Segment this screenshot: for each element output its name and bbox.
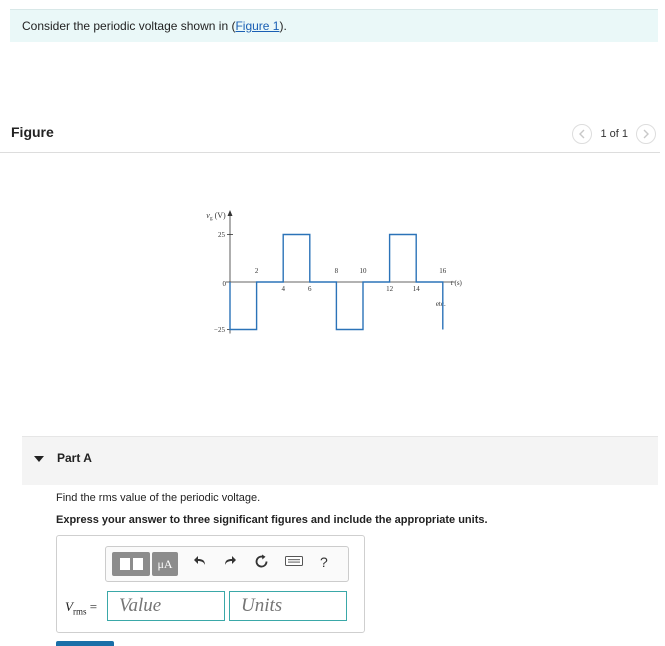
x-tick-label: 12: [386, 285, 394, 293]
answer-var: V: [65, 599, 73, 614]
submit-button[interactable]: [56, 641, 114, 646]
templates-button[interactable]: [112, 552, 150, 576]
value-input[interactable]: [107, 591, 225, 621]
answer-sub: rms: [72, 606, 87, 617]
x-tick-label: 14: [412, 285, 420, 293]
figure-header: [0, 118, 660, 153]
units-input[interactable]: [229, 591, 347, 621]
x-axis-label: t (s): [450, 279, 462, 287]
x-tick-label: 2: [254, 267, 259, 275]
template-box-icon: [120, 558, 130, 570]
question-text: Find the rms value of the periodic voltage.: [56, 492, 261, 504]
y-tick-label: −25: [214, 326, 225, 334]
template-box-icon: [133, 558, 143, 570]
next-figure-button[interactable]: [636, 124, 656, 144]
zero-label: 0: [222, 280, 226, 288]
prev-figure-button[interactable]: [572, 124, 592, 144]
x-tick-label: 16: [439, 267, 447, 275]
y-tick-label: 25: [218, 231, 225, 239]
keyboard-icon[interactable]: [284, 554, 304, 571]
collapse-triangle-icon[interactable]: [34, 456, 44, 462]
undo-icon[interactable]: [190, 554, 210, 572]
intro-banner: [10, 9, 658, 42]
y-axis-arrow: [228, 210, 233, 216]
figure-pager: [572, 124, 656, 144]
x-tick-label: 8: [334, 267, 339, 275]
x-tick-label: 4: [281, 285, 285, 293]
intro-text-after: ).: [279, 19, 287, 33]
pager-text: 1 of 1: [600, 128, 628, 140]
chevron-left-icon: [578, 129, 586, 139]
answer-label: [65, 599, 97, 617]
x-tick-label: 6: [308, 285, 312, 293]
keyboard-glyph-icon: [285, 555, 303, 567]
reset-circle-icon: [254, 554, 269, 569]
redo-arrow-icon: [223, 554, 237, 568]
figure-link[interactable]: Figure 1: [235, 19, 280, 33]
instructions-text: Express your answer to three significant figures and include the appropriate units.: [56, 514, 488, 526]
units-button[interactable]: μA: [152, 552, 178, 576]
redo-icon[interactable]: [220, 554, 240, 572]
y-axis-label: vg (V): [206, 211, 226, 222]
chevron-right-icon: [642, 129, 650, 139]
x-tick-label: 10: [359, 267, 367, 275]
part-a-header[interactable]: [22, 436, 658, 485]
intro-text-before: Consider the periodic voltage shown in (: [22, 19, 236, 33]
math-toolbar: [105, 546, 349, 582]
help-button[interactable]: ?: [320, 554, 328, 570]
figure-title: Figure: [11, 124, 54, 140]
voltage-chart: [190, 202, 490, 342]
answer-eq: =: [89, 599, 98, 614]
answer-box: [56, 535, 365, 633]
etc-annotation: etc.: [435, 300, 446, 308]
part-a-label: Part A: [57, 451, 92, 465]
undo-arrow-icon: [193, 554, 207, 568]
reset-icon[interactable]: [251, 554, 271, 573]
intro-text: [22, 19, 287, 33]
